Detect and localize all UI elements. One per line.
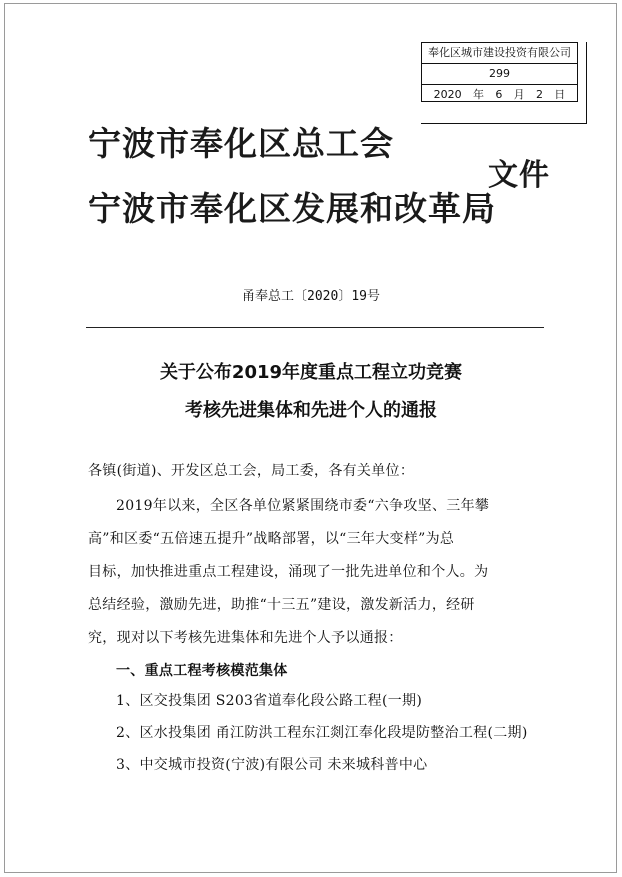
stamp-company: 奉化区城市建设投资有限公司	[422, 43, 577, 64]
stamp-date	[422, 85, 577, 105]
paragraph-line: 究，现对以下考核先进集体和先进个人予以通报：	[88, 630, 403, 646]
paragraph-line: 目标，加快推进重点工程建设，涌现了一批先进单位和个人。为	[88, 564, 489, 580]
header-divider	[86, 327, 544, 328]
stamp-month: 6	[495, 88, 503, 101]
stamp-year-unit: 年	[472, 88, 484, 101]
paragraph-line: 高”和区委“五倍速五提升”战略部署，以“三年大变样”为总	[88, 531, 455, 547]
list-item: 1、区交投集团 S203省道奉化段公路工程(一期)	[116, 693, 423, 709]
receipt-stamp	[421, 42, 578, 102]
stamp-day: 2	[535, 88, 543, 101]
paragraph-line: 总结经验，激励先进，助推“十三五”建设，激发新活力，经研	[88, 597, 475, 613]
document-number: 甬奉总工〔2020〕19号	[242, 289, 380, 304]
document-title-line-2: 考核先进集体和先进个人的通报	[185, 400, 437, 421]
paragraph-line: 2019年以来，全区各单位紧紧围绕市委“六争攻坚、三年攀	[116, 498, 490, 514]
section-heading: 一、重点工程考核模范集体	[116, 663, 288, 679]
stamp-number: 299	[422, 64, 577, 85]
stamp-year: 2020	[433, 88, 462, 101]
document-suffix: 文件	[488, 158, 550, 193]
stamp-month-unit: 月	[513, 88, 525, 101]
stamp-day-unit: 日	[554, 88, 566, 101]
issuing-org-1: 宁波市奉化区总工会	[88, 124, 394, 163]
issuing-org-2: 宁波市奉化区发展和改革局	[88, 189, 496, 228]
document-title-line-1: 关于公布2019年度重点工程立功竞赛	[159, 362, 463, 383]
list-item: 2、区水投集团 甬江防洪工程东江剡江奉化段堤防整治工程(二期)	[116, 725, 528, 741]
salutation: 各镇(街道)、开发区总工会，局工委，各有关单位：	[88, 463, 415, 479]
list-item: 3、中交城市投资(宁波)有限公司 未来城科普中心	[116, 757, 428, 773]
